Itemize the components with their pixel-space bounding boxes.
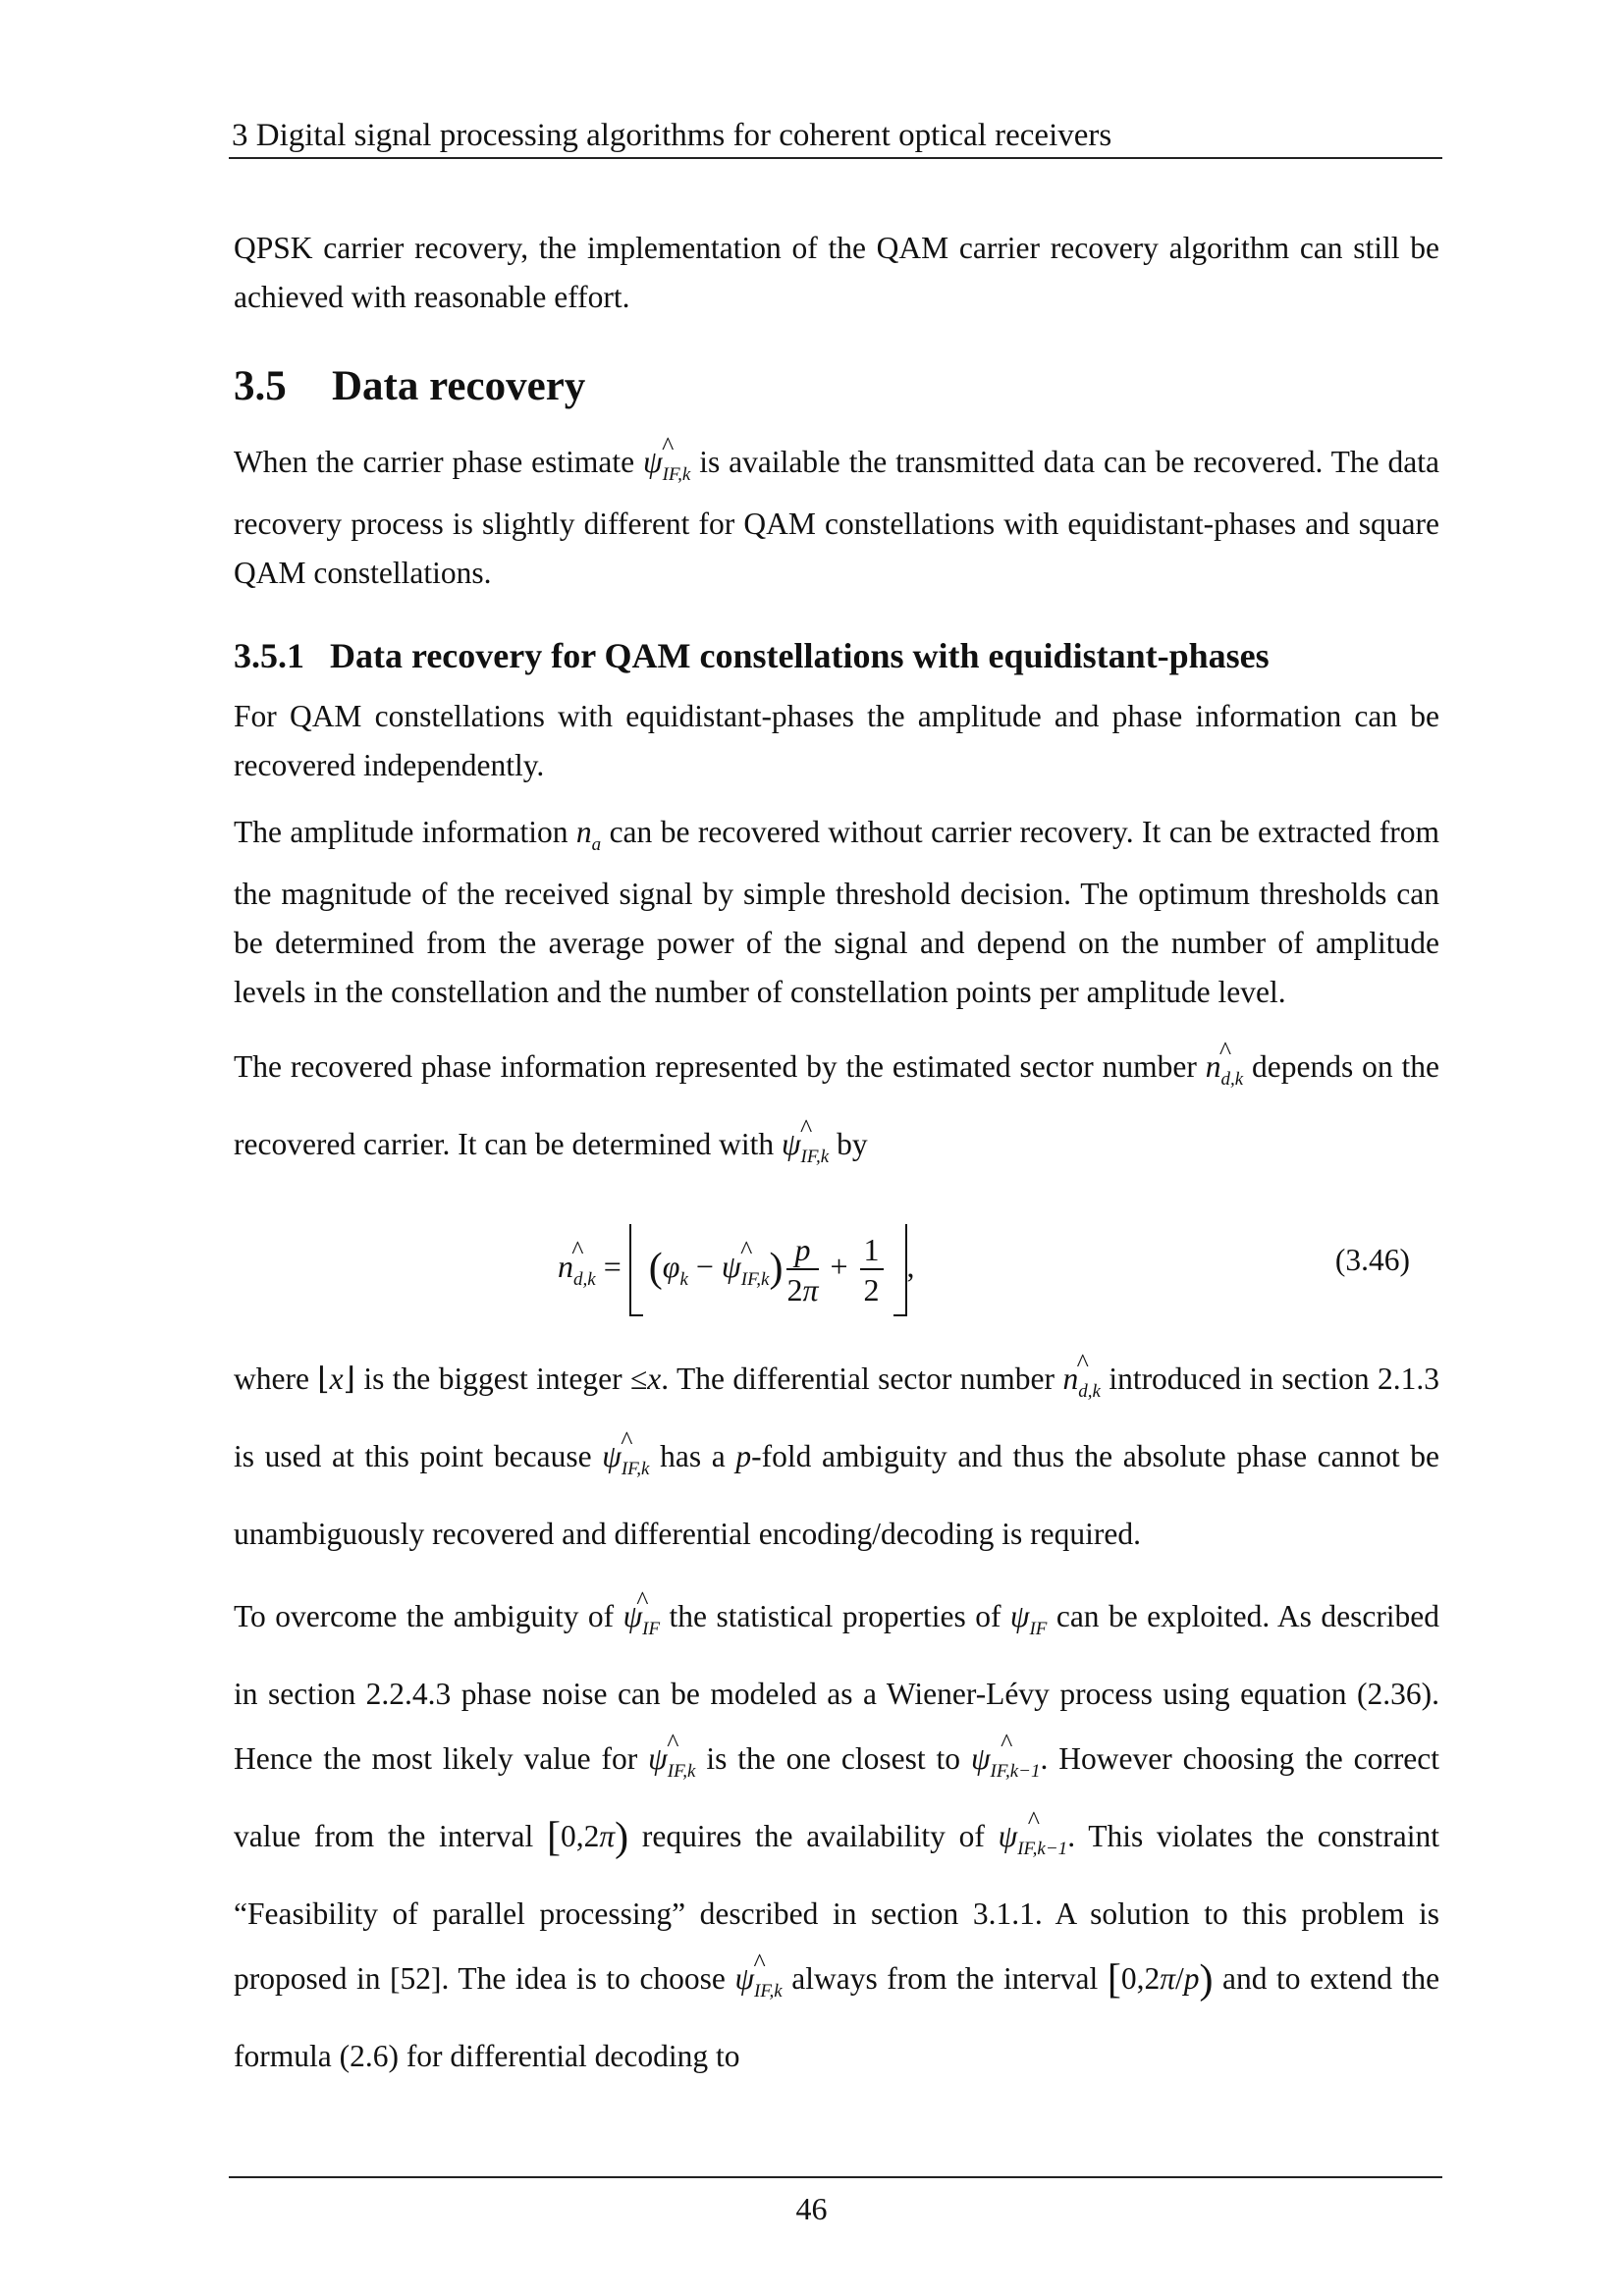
math-psi-hat-if-k: ^ $\psi_{IF,k}$ [734,1949,783,2002]
text-run: -fold ambiguity and thus the absolute phase cannot be unambiguously recovered and differential encoding/decoding is required. [234,1439,1440,1551]
math-le-x: ≤x. [630,1362,670,1396]
text-run: To overcome the ambiguity of [234,1599,615,1633]
math-psi-hat-if-k: ^ $\psi_{IF,k}$ [643,432,691,485]
math-psi-hat-if-k-minus-1: ^ $\psi_{IF,k-1}$ [998,1806,1068,1859]
text-run: has a [660,1439,726,1473]
math-psi-hat-if-k: ^ $\psi_{IF,k}$ [602,1426,650,1479]
math-psi-hat-if-k: ^ $\psi_{IF,k}$ [648,1729,696,1782]
math-n-hat-d-k: ^ $n_{d,k}$ [1205,1037,1244,1090]
math-interval-0-2pi: [0,2π) [547,1815,629,1860]
text-run: can be exploited. As described in section 2.2.4.3 phase noise can be modeled as a Wiener-Lévy process using equation (2.36). Hence the most likely value for [234,1599,1440,1776]
text-run: is the one closest to [706,1741,961,1776]
math-floor-x: ⌊x⌋ [317,1362,355,1396]
text-run: However choosing the correct value from the interval [234,1741,1440,1853]
text-run: where [234,1362,309,1396]
section-number: 3.5 [234,363,287,409]
math-p: p [725,1439,752,1473]
paragraph-phase [234,1035,1439,1190]
text-run: can be recovered without carrier recovery. It can be extracted from the magnitude of the received signal by simple threshold decision. The optimum thresholds can be determined from the average power of the signal and depend on the number of amplitude levels in the constellation and the number of constellation points per amplitude level. [234,815,1440,1009]
math-psi-hat-if-k: ^ $\psi_{IF,k}$ [781,1114,830,1167]
text-run: The differential sector number [676,1362,1055,1396]
paragraph-continued: QPSK carrier recovery, the implementation of the QAM carrier recovery algorithm can still be achieved with reasonable effort. [234,231,1439,314]
text-run: always from the interval [791,1961,1099,1996]
math-psi-hat-if-k-minus-1: ^ $\psi_{IF,k-1}$ [970,1729,1041,1782]
text-run: by [837,1127,868,1161]
text-run: and to extend the formula (2.6) for differential decoding to [234,1961,1440,2073]
subsection-title: Data recovery for QAM constellations with equidistant-phases [330,636,1270,675]
text-run: The recovered phase information represented by the estimated sector number [234,1049,1197,1084]
page-number: 46 [795,2191,828,2226]
paragraph-independent: For QAM constellations with equidistant-phases the amplitude and phase information can be recovered independently. [234,699,1439,782]
subsection-number: 3.5.1 [234,636,304,675]
text-run: requires the availability of [641,1819,985,1853]
section-title: Data recovery [332,363,586,409]
running-header: 3 Digital signal processing algorithms for coherent optical receivers [232,118,1112,153]
text-run: The amplitude information [234,815,568,849]
subsection-heading [234,631,1439,680]
equation-3-46 [234,1207,1439,1331]
math-psi-if: $\psi_{IF}$ [1009,1599,1048,1639]
page-content [234,224,1439,2107]
math-interval-0-2pi-over-p: [0,2π/p) [1107,1957,1214,2002]
text-run: introduced in section 2.1.3 is used at this point because [234,1362,1440,1473]
section-heading [234,359,1439,414]
text-run: This violates the constraint “Feasibility of parallel processing” described in section 3.1.1. A solution to this problem is proposed in [52]. The idea is to choose [234,1819,1440,1996]
math-n-a: $n_a$ [575,815,602,855]
text-run: is the biggest integer [363,1362,622,1396]
math-n-hat-d-k: ^ $n_{d,k}$ [1062,1349,1101,1402]
equation-number: (3.46) [1334,1243,1410,1277]
paragraph-intro [234,432,1440,598]
equation-body: ^ $n_{d,k} = (\varphi_k$ − ^ $\psi_{IF,k}$) $\frac{p}{2\pi}$ + $\frac{1}{2}$ , [558,1217,915,1329]
text-run: depends on the recovered carrier. It can be determined with [234,1049,1440,1161]
math-psi-hat-if: ^ $\psi_{IF}$ [622,1586,661,1639]
text-run: When the carrier phase estimate [234,445,635,479]
footer-rule [229,2176,1442,2178]
paragraph-where [234,1347,1439,1567]
paragraph-amplitude [234,808,1439,1017]
header-rule [229,157,1442,159]
text-run: is available the transmitted data can be recovered. The data recovery process is slightly different for QAM constellations with equidistant-phases and square QAM constellations. [234,445,1440,590]
paragraph-ambiguity: To overcome the ambiguity of ^ $\psi_{IF}$ the statistical properties of $\psi_{IF}$ can be exploited. As described in section 2.2.4.3 phase noise can be modeled as a Wiener-Lévy process using equation (2.36). Hence the most likely value for ^ $\psi_{IF,k}$ is the one closest to ^ $\psi_{IF,k-1}$. However choosing the correct value from the interval [0,2π) requires the availability of ^ $\psi_{IF,k-1}$. This violates the constraint “Feasibility of parallel processing” described in section 3.1.1. A solution to this problem is proposed in [52]. The idea is to choose ^ $\psi_{IF,k}$ always from the interval [0,2π/p) and to extend the formula (2.6) for differential decoding to [234,1586,1440,2073]
text-run: the statistical properties of [669,1599,1001,1633]
